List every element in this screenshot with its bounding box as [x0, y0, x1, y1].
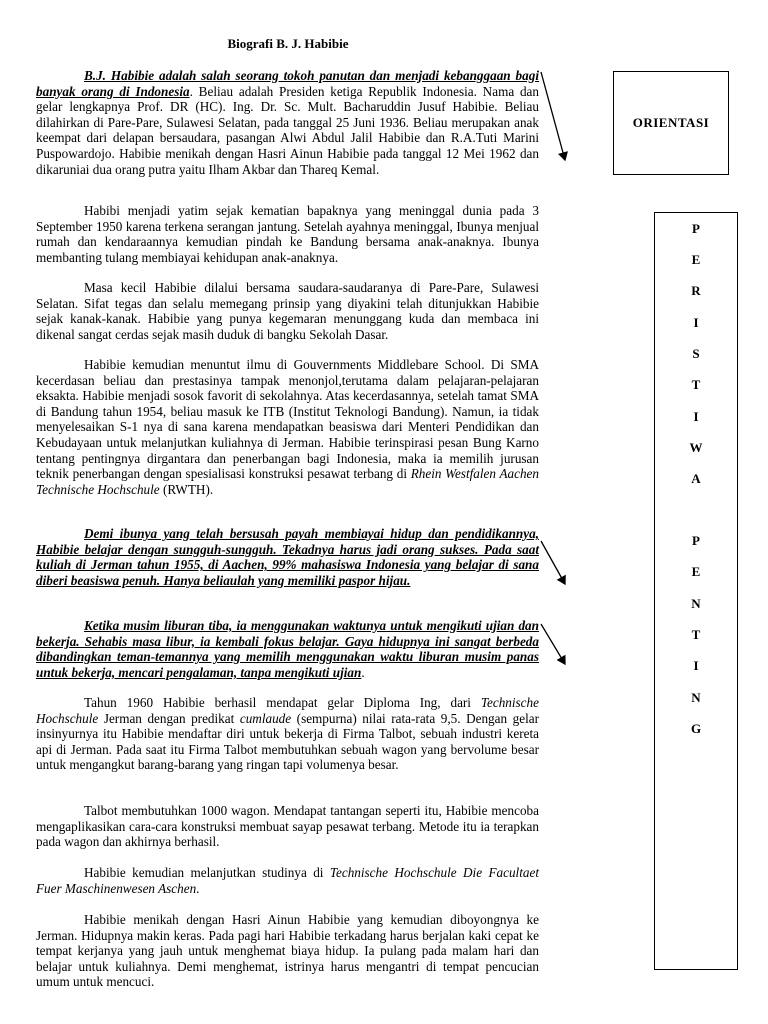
paragraph-text: Habibi menjadi yatim sejak kematian bapaknya yang meninggal dunia pada 3 September 1950 karena terkena serangan jantung. Setelah ayahnya meninggal, Ibunya menjual rumah dan kendaraannya kemudian pindah ke Bandung bersama anak-anaknya. Ibunya membanting tulang membiayai kehidupan anak-anaknya.: [36, 203, 539, 265]
paragraph-text: Talbot membutuhkan 1000 wagon. Mendapat tantangan seperti itu, Habibie mencoba mengaplikasikan cara-cara konstruksi membuat sayap pesawat terbang. Metode itu ia terapkan pada wagon dan akhirnya berhasil.: [36, 803, 539, 850]
highlight-event-2: Ketika musim liburan tiba, ia menggunakan waktunya untuk mengikuti ujian dan bekerja. Sehabis masa libur, ia kembali fokus belajar. Gaya hidupnya ini sangat berbeda dibandingkan teman-temannya yang memilih menggunakan waktu liburan musim panas untuk bekerja, mencari pengalaman, tanpa mengikuti ujian: [36, 618, 539, 680]
vertical-letter: I: [693, 409, 699, 424]
vertical-letter: R: [691, 283, 701, 298]
paragraph-text-after: Jerman dengan predikat: [98, 710, 240, 726]
paragraph-italic: Technische Hochschule Die Facultaet Fuer Maschinenwesen Aschen: [36, 865, 539, 896]
vertical-letter: P: [692, 533, 700, 548]
paragraph-italic: Rhein Westfalen Aachen Technische Hochschule: [36, 466, 539, 497]
orientasi-label: ORIENTASI: [632, 115, 710, 130]
vertical-letter: E: [691, 564, 701, 579]
vertical-letter: I: [693, 315, 699, 330]
vertical-letter: N: [691, 690, 701, 705]
paragraph-text: Habibie kemudian menuntut ilmu di Gouvernments Middlebare School. Di SMA kecerdasan beliau dan prestasinya tampak menonjol,terutama dalam pelajaran-pelajaran eksakta. Habibie menjadi sosok favorit di sekolahnya. Atas kecerdasannya, setelah tamat SMA di Bandung tahun 1954, beliau masuk ke ITB (Institut Teknologi Bandung). Namun, ia tidak menyelesaikan S-1 nya di sana karena mendapatkan beasiswa dari Menteri Pendidikan dan Kebudayaan untuk melanjutkan kuliahnya di Jerman. Habibie terinspirasi pesan Bung Karno tentang pentingnya dirgantara dan penerbangan bagi Indonesia, maka ia memilih jurusan teknik penerbangan dengan spesialisasi konstruksi pesawat terbang di: [36, 357, 539, 482]
arrow-event-2: [541, 624, 565, 664]
highlight-event-1: Demi ibunya yang telah bersusah payah membiayai hidup dan pendidikannya, Habibie belajar dengan sungguh-sungguh. Tekadnya harus jadi orang sukses. Pada saat kuliah di Jerman tahun 1955, di Aachen, 99% mahasiswa Indonesia yang belajar di sana diberi beasiswa penuh. Hanya beliaulah yang memiliki paspor hijau.: [36, 526, 539, 588]
vertical-letter: S: [692, 346, 700, 361]
paragraph-text: . Beliau adalah Presiden ketiga Republik Indonesia. Nama dan gelar lengkapnya Prof. DR (HC). Ing. Dr. Sc. Mult. Bacharuddin Jusuf Habibie. Beliau dilahirkan di Pare-Pare, Sulawesi Selatan, pada tanggal 25 Juni 1936. Beliau merupakan anak keempat dari delapan bersaudara, pasangan Alwi Abdul Jalil Habibie dan R.A.Tuti Marini Puspowardojo. Habibie menikah dengan Hasri Ainun Habibie pada tanggal 12 Mei 1962 dan dikaruniai dua orang putra yaitu Ilham Akbar dan Thareq Kemal.: [36, 83, 539, 177]
paragraph-italic: Technische Hochschule: [36, 695, 539, 726]
paragraph-text: Masa kecil Habibie dilalui bersama saudara-saudaranya di Pare-Pare, Sulawesi Selatan. Sifat tegas dan selalu memegang prinsip yang diyakini telah ditunjukkan Habibie sejak kanak-kanak. Habibie yang punya kegemaran menunggang kuda dan membaca ini dikenal sangat cerdas sejak masih duduk di bangku Sekolah Dasar.: [36, 280, 539, 342]
paragraph-text-after: (RWTH).: [159, 481, 214, 497]
paragraph-text: Habibie kemudian melanjutkan studinya di: [84, 865, 330, 880]
vertical-letter: G: [690, 721, 702, 736]
paragraph-italic-2: cumlaude: [239, 710, 292, 726]
arrow-event-1: [541, 541, 565, 584]
vertical-letter: I: [693, 658, 699, 673]
vertical-letter: W: [689, 440, 703, 455]
vertical-letter: T: [691, 377, 701, 392]
vertical-letter: T: [691, 627, 701, 642]
vertical-letter: E: [691, 252, 701, 267]
highlight-orientation: B.J. Habibie adalah salah seorang tokoh panutan dan menjadi kebanggaan bagi banyak orang di Indonesia: [36, 68, 539, 99]
paragraph-text-after-2: (sempurna) nilai rata-rata 9,5. Dengan gelar insinyurnya itu Habibie mendaftar diri untuk bekerja di Firma Talbot, sebuah industri kereta api di Jerman. Pada saat itu Firma Talbot membutuhkan sebuah wagon yang bervolume besar untuk mengangkut barang-barang yang ringan tapi volumenya besar.: [36, 710, 539, 773]
paragraph-text: Habibie menikah dengan Hasri Ainun Habibie yang kemudian diboyongnya ke Jerman. Hidupnya makin keras. Pada pagi hari Habibie terkadang harus berjalan kaki cepat ke tempat kerjanya yang jauh untuk menghemat biaya hidup. Ia pulang pada malam hari dan belajar untuk kuliahnya. Demi menghemat, istrinya harus mengantri di tempat pencucian umum untuk mencuci.: [36, 912, 539, 990]
vertical-letter: A: [691, 471, 701, 486]
paragraph-text: Tahun 1960 Habibie berhasil mendapat gelar Diploma Ing, dari: [84, 695, 481, 710]
vertical-letter: N: [691, 596, 701, 611]
paragraph-text: .: [361, 664, 365, 680]
arrow-orientasi: [541, 72, 565, 160]
paragraph-text-after: .: [196, 880, 200, 896]
vertical-letter: P: [692, 221, 700, 236]
document-title: Biografi B. J. Habibie: [227, 36, 349, 51]
